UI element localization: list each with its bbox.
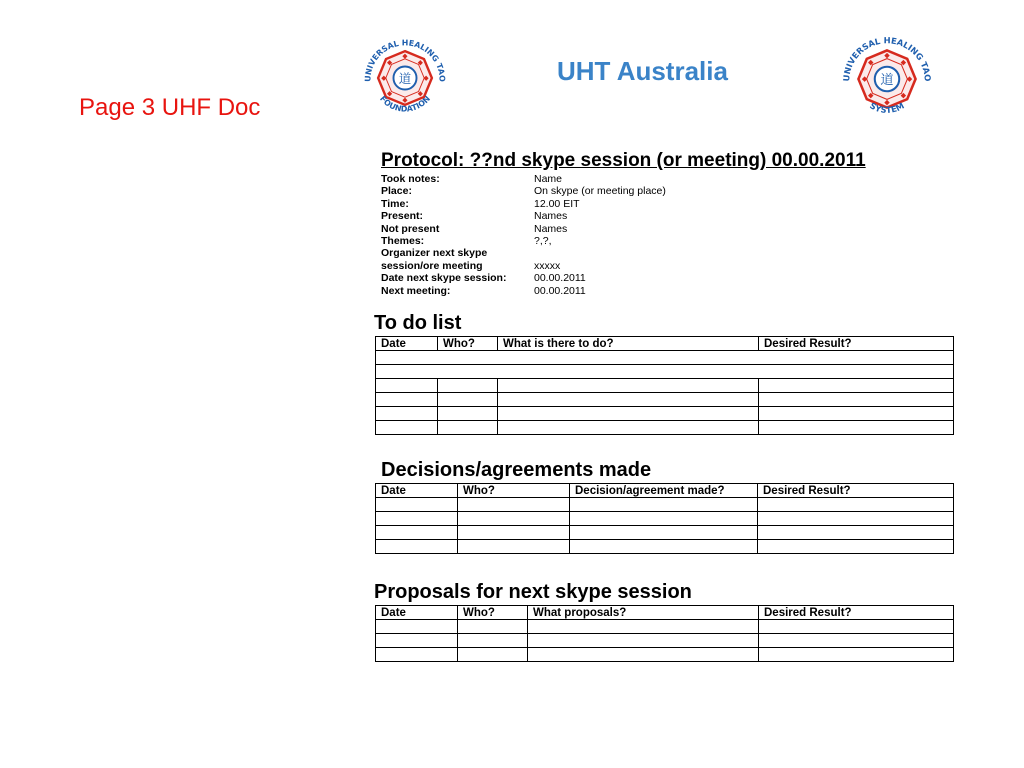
table-cell[interactable]	[376, 421, 438, 435]
info-row	[381, 247, 666, 259]
info-key: session/ore meeting	[381, 259, 483, 272]
todo-title: To do list	[374, 312, 462, 334]
table-cell[interactable]	[758, 526, 954, 540]
info-row	[381, 198, 666, 210]
universal-healing-tao-foundation-logo	[357, 30, 453, 126]
column-header: Date	[376, 484, 458, 498]
universal-healing-tao-system-logo	[836, 28, 938, 130]
page-label: Page 3 UHF Doc	[79, 94, 261, 121]
info-row	[381, 272, 666, 284]
table-cell[interactable]	[438, 393, 498, 407]
table-cell[interactable]	[458, 634, 528, 648]
column-header: Who?	[438, 337, 498, 351]
table-cell[interactable]	[376, 540, 458, 554]
table-cell[interactable]	[759, 620, 954, 634]
table-cell[interactable]	[438, 421, 498, 435]
protocol-title: Protocol: ??nd skype session (or meeting) 00.00.2011	[381, 150, 866, 171]
table-cell[interactable]	[438, 407, 498, 421]
svg-text:◆: ◆	[417, 58, 423, 67]
info-row	[381, 210, 666, 222]
svg-text:◆: ◆	[402, 96, 408, 104]
svg-text:◆: ◆	[867, 57, 874, 67]
svg-text:◆: ◆	[423, 73, 429, 82]
table-cell[interactable]	[458, 648, 528, 662]
table-cell[interactable]	[498, 421, 759, 435]
column-header: Who?	[458, 606, 528, 620]
table-cell[interactable]	[376, 498, 458, 512]
info-key: Themes:	[381, 235, 425, 248]
table-cell[interactable]	[759, 393, 954, 407]
table-row	[376, 648, 954, 662]
svg-text:◆: ◆	[402, 51, 408, 60]
column-header: Who?	[458, 484, 570, 498]
info-key: Took notes:	[381, 173, 440, 185]
table-cell[interactable]	[528, 648, 759, 662]
decisions-table	[375, 483, 954, 554]
info-value: Name	[534, 173, 563, 185]
table-cell[interactable]	[376, 634, 458, 648]
info-value: 00.00.2011	[534, 272, 586, 285]
info-value: On skype (or meeting place)	[534, 185, 666, 198]
info-key: Place:	[381, 185, 412, 198]
table-cell[interactable]	[759, 379, 954, 393]
info-key: Not present	[381, 222, 440, 235]
column-header: Decision/agreement made?	[570, 484, 758, 498]
svg-text:◆: ◆	[867, 90, 874, 100]
info-key: Date next skype session:	[381, 272, 507, 285]
table-cell[interactable]	[376, 407, 438, 421]
svg-text:◆: ◆	[861, 74, 868, 84]
table-cell[interactable]	[528, 634, 759, 648]
column-header: Desired Result?	[758, 484, 954, 498]
table-cell[interactable]	[758, 540, 954, 554]
table-cell[interactable]	[570, 540, 758, 554]
proposals-title: Proposals for next skype session	[374, 581, 692, 603]
info-key: Present:	[381, 210, 424, 223]
table-cell[interactable]	[458, 512, 570, 526]
table-cell[interactable]	[376, 526, 458, 540]
table-cell[interactable]	[458, 540, 570, 554]
table-row	[376, 379, 954, 393]
org-title: UHT Australia	[557, 56, 728, 86]
svg-text:◆: ◆	[387, 58, 393, 67]
column-header: What is there to do?	[498, 337, 759, 351]
table-cell[interactable]	[458, 620, 528, 634]
table-cell[interactable]	[498, 379, 759, 393]
table-row	[376, 498, 954, 512]
table-cell[interactable]	[498, 407, 759, 421]
table-cell[interactable]	[376, 379, 438, 393]
info-key: Next meeting:	[381, 284, 451, 297]
table-row	[376, 393, 954, 407]
info-value: 00.00.2011	[534, 284, 586, 297]
column-header: Date	[376, 606, 458, 620]
info-row	[381, 260, 666, 272]
table-cell[interactable]	[570, 512, 758, 526]
table-cell[interactable]	[570, 498, 758, 512]
table-row	[376, 407, 954, 421]
info-row	[381, 173, 666, 185]
table-row	[376, 526, 954, 540]
svg-text:道: 道	[398, 70, 412, 86]
table-cell[interactable]	[498, 393, 759, 407]
column-header: Date	[376, 337, 438, 351]
info-row	[381, 185, 666, 197]
table-cell[interactable]	[438, 379, 498, 393]
info-value: 12.00 EIT	[534, 197, 580, 210]
svg-text:◆: ◆	[417, 89, 423, 98]
svg-text:道: 道	[880, 73, 894, 89]
svg-text:UNIVERSAL HEALING TAO: UNIVERSAL HEALING TAO	[841, 35, 933, 82]
table-cell[interactable]	[376, 648, 458, 662]
svg-text:◆: ◆	[900, 57, 907, 67]
table-row	[376, 365, 954, 379]
column-header: Desired Result?	[759, 606, 954, 620]
decisions-title: Decisions/agreements made	[381, 459, 652, 481]
table-header-row	[376, 337, 954, 351]
table-cell[interactable]	[759, 648, 954, 662]
table-row	[376, 421, 954, 435]
info-key: Time:	[381, 197, 409, 210]
table-cell[interactable]	[376, 365, 954, 379]
table-row	[376, 351, 954, 365]
table-header-row	[376, 606, 954, 620]
info-row	[381, 235, 666, 247]
info-value: xxxxx	[534, 259, 561, 272]
table-cell[interactable]	[758, 512, 954, 526]
svg-text:◆: ◆	[884, 97, 890, 107]
svg-text:SYSTEM: SYSTEM	[868, 100, 906, 116]
proposals-table	[375, 605, 954, 662]
table-cell[interactable]	[458, 526, 570, 540]
table-row	[376, 540, 954, 554]
info-value: Names	[534, 222, 568, 235]
info-row	[381, 285, 666, 297]
svg-text:◆: ◆	[906, 74, 913, 84]
info-row	[381, 223, 666, 235]
svg-text:◆: ◆	[387, 89, 393, 98]
table-cell[interactable]	[758, 498, 954, 512]
table-header-row	[376, 484, 954, 498]
table-cell[interactable]	[570, 526, 758, 540]
table-cell[interactable]	[376, 393, 438, 407]
table-cell[interactable]	[376, 351, 954, 365]
column-header: What proposals?	[528, 606, 759, 620]
info-value: Names	[534, 210, 568, 223]
info-key: Organizer next skype	[381, 247, 488, 260]
todo-table	[375, 336, 954, 435]
svg-text:◆: ◆	[884, 50, 890, 60]
table-row	[376, 512, 954, 526]
table-cell[interactable]	[458, 498, 570, 512]
protocol-info	[381, 173, 666, 297]
column-header: Desired Result?	[759, 337, 954, 351]
table-cell[interactable]	[759, 407, 954, 421]
table-cell[interactable]	[759, 421, 954, 435]
table-row	[376, 634, 954, 648]
table-cell[interactable]	[759, 634, 954, 648]
svg-text:◆: ◆	[381, 73, 387, 82]
table-cell[interactable]	[376, 512, 458, 526]
svg-text:FOUNDATION: FOUNDATION	[378, 94, 433, 114]
svg-text:◆: ◆	[900, 90, 907, 100]
svg-text:UNIVERSAL HEALING TAO: UNIVERSAL HEALING TAO	[363, 38, 447, 82]
table-cell[interactable]	[528, 620, 759, 634]
table-row	[376, 620, 954, 634]
info-value: ?,?,	[534, 235, 552, 248]
table-cell[interactable]	[376, 620, 458, 634]
